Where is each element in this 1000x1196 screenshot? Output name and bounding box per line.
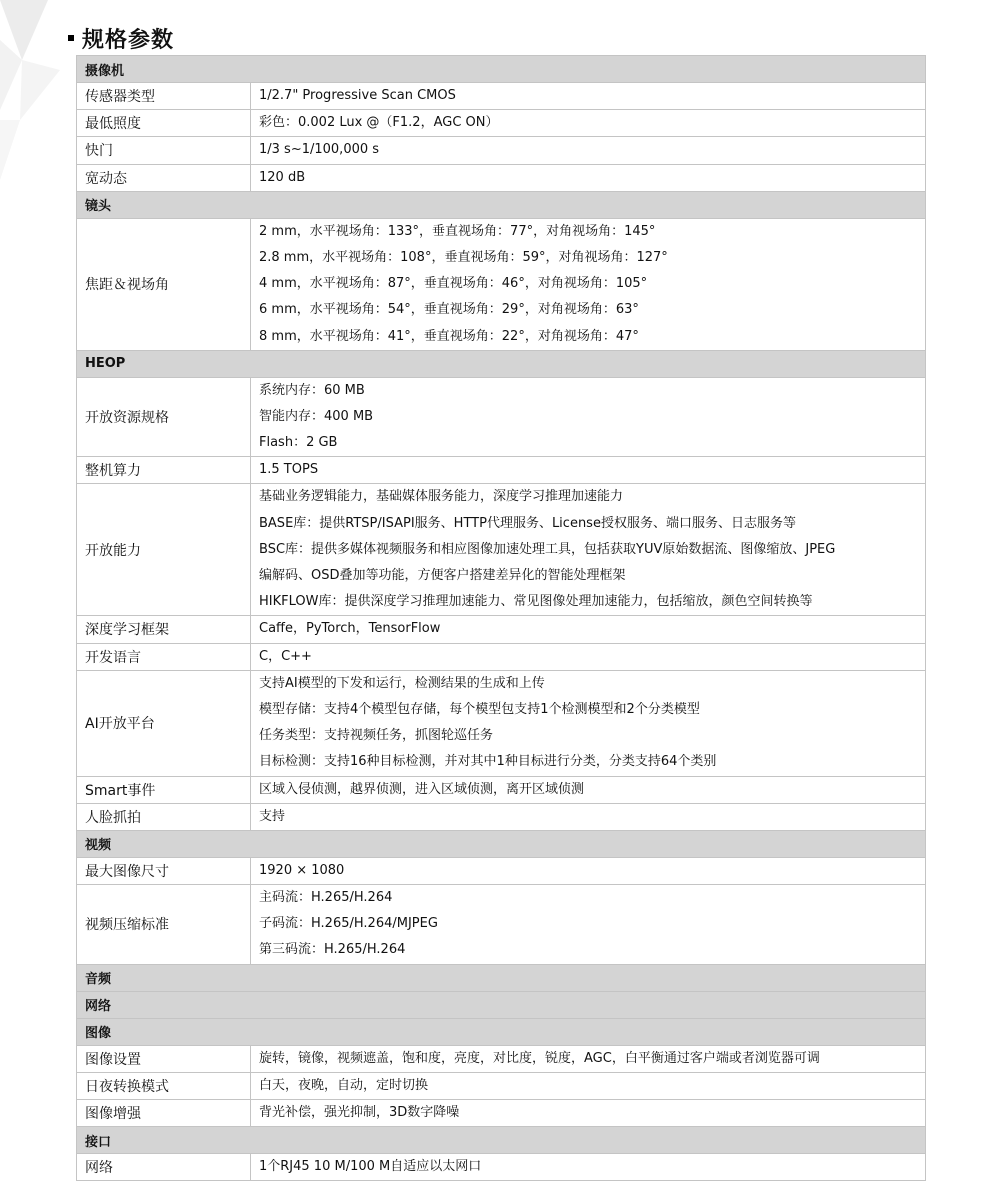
spec-value: 基础业务逻辑能力，基础媒体服务能力，深度学习推理加速能力 [259,489,624,505]
title-bullet-icon [68,35,74,41]
spec-value: 1920 × 1080 [259,862,345,878]
spec-row [77,457,926,484]
spec-row [77,857,926,884]
page-title-text: 规格参数 [82,27,175,53]
spec-value: 2.8 mm，水平视场角：108°，垂直视场角：59°，对角视场角：127° [259,249,668,265]
section-title: HEOP [77,350,926,377]
spec-value: 支持 [259,808,286,824]
spec-row [77,218,926,350]
spec-value-cell [251,643,926,670]
spec-row [77,885,926,965]
spec-value-cell [251,164,926,191]
spec-value-cell [251,110,926,137]
spec-value: 区域入侵侦测，越界侦测，进入区域侦测，离开区域侦测 [259,781,585,797]
spec-row [77,1154,926,1181]
section-header-row [77,991,926,1018]
spec-value-cell [251,670,926,776]
spec-label: AI开放平台 [77,670,251,776]
page-title [68,20,174,56]
spec-row [77,776,926,803]
spec-value: 旋转，镜像，视频遮盖，饱和度，亮度，对比度，锐度，AGC，白平衡通过客户端或者浏览器可调 [259,1050,820,1066]
spec-value: 目标检测：支持16种目标检测，并对其中1种目标进行分类，分类支持64个类别 [259,754,717,770]
spec-value: 任务类型：支持视频任务，抓图轮巡任务 [259,728,494,744]
spec-label: Smart事件 [77,776,251,803]
section-title: 镜头 [77,191,926,218]
spec-value: Flash：2 GB [259,435,338,451]
spec-row [77,83,926,110]
spec-label: 深度学习框架 [77,616,251,643]
spec-label: 整机算力 [77,457,251,484]
spec-label: 快门 [77,137,251,164]
section-title: 网络 [77,991,926,1018]
spec-value-cell [251,1045,926,1072]
spec-table [76,55,926,1181]
spec-value-cell [251,885,926,965]
section-title: 视频 [77,830,926,857]
spec-value: 白天，夜晚，自动，定时切换 [259,1077,429,1093]
spec-value: 1/3 s~1/100,000 s [259,142,380,158]
spec-value-cell [251,457,926,484]
spec-row [77,670,926,776]
spec-value: 子码流：H.265/H.264/MJPEG [259,916,438,932]
spec-value: Caffe，PyTorch，TensorFlow [259,621,441,637]
section-header-row [77,1127,926,1154]
spec-value: 1/2.7" Progressive Scan CMOS [259,88,456,103]
spec-label: 焦距＆视场角 [77,218,251,350]
spec-value-cell [251,1154,926,1181]
section-title: 接口 [77,1127,926,1154]
spec-row [77,803,926,830]
spec-label: 图像增强 [77,1100,251,1127]
spec-value-cell [251,484,926,616]
spec-value: 主码流：H.265/H.264 [259,890,393,906]
section-header-row [77,350,926,377]
spec-value-cell [251,857,926,884]
spec-value: 系统内存：60 MB [259,382,365,398]
spec-value-cell [251,803,926,830]
spec-value: 第三码流：H.265/H.264 [259,942,406,958]
section-title: 摄像机 [77,56,926,83]
spec-value: 背光补偿，强光抑制，3D数字降噪 [259,1105,460,1120]
spec-value: 1.5 TOPS [259,462,319,478]
spec-label: 宽动态 [77,164,251,191]
spec-value: BASE库：提供RTSP/ISAPI服务、HTTP代理服务、License授权服务、端口服务、日志服务等 [259,515,796,531]
spec-row [77,1072,926,1099]
spec-value-cell [251,776,926,803]
spec-value: 6 mm，水平视场角：54°，垂直视场角：29°，对角视场角：63° [259,302,639,318]
spec-value: 1个RJ45 10 M/100 M自适应以太网口 [259,1159,482,1175]
spec-row [77,377,926,457]
spec-label: 日夜转换模式 [77,1072,251,1099]
section-header-row [77,1018,926,1045]
section-header-row [77,191,926,218]
spec-row [77,110,926,137]
spec-value: BSC库：提供多媒体视频服务和相应图像加速处理工具，包括获取YUV原始数据流、图像缩放、JPEG [259,541,836,557]
spec-value: 8 mm，水平视场角：41°，垂直视场角：22°，对角视场角：47° [259,328,639,344]
spec-row [77,484,926,616]
spec-row [77,164,926,191]
spec-value: 智能内存：400 MB [259,408,374,424]
spec-row [77,137,926,164]
spec-value-cell [251,1072,926,1099]
spec-value-cell [251,616,926,643]
section-title: 音频 [77,964,926,991]
spec-value: 编解码、OSD叠加等功能，方便客户搭建差异化的智能处理框架 [259,568,626,583]
spec-label: 开放资源规格 [77,377,251,457]
spec-value: C，C++ [259,648,312,664]
spec-value-cell [251,83,926,110]
spec-label: 人脸抓拍 [77,803,251,830]
spec-value: HIKFLOW库：提供深度学习推理加速能力、常见图像处理加速能力，包括缩放，颜色空间转换等 [259,594,813,610]
spec-label: 图像设置 [77,1045,251,1072]
spec-label: 传感器类型 [77,83,251,110]
spec-row [77,1100,926,1127]
spec-label: 开放能力 [77,484,251,616]
spec-label: 网络 [77,1154,251,1181]
spec-value: 4 mm，水平视场角：87°，垂直视场角：46°，对角视场角：105° [259,276,648,292]
spec-row [77,1045,926,1072]
section-header-row [77,830,926,857]
spec-label: 视频压缩标准 [77,885,251,965]
spec-value-cell [251,377,926,457]
section-title: 图像 [77,1018,926,1045]
spec-row [77,643,926,670]
spec-value-cell [251,137,926,164]
section-header-row [77,964,926,991]
spec-value: 支持AI模型的下发和运行，检测结果的生成和上传 [259,675,545,691]
spec-value-cell [251,218,926,350]
spec-value: 彩色：0.002 Lux @（F1.2，AGC ON） [259,115,499,131]
spec-value: 模型存储：支持4个模型包存储，每个模型包支持1个检测模型和2个分类模型 [259,701,700,717]
spec-value-cell [251,1100,926,1127]
spec-value: 2 mm，水平视场角：133°，垂直视场角：77°，对角视场角：145° [259,223,656,239]
spec-row [77,616,926,643]
spec-label: 最大图像尺寸 [77,857,251,884]
section-header-row [77,56,926,83]
spec-value: 120 dB [259,169,306,185]
spec-label: 开发语言 [77,643,251,670]
spec-label: 最低照度 [77,110,251,137]
